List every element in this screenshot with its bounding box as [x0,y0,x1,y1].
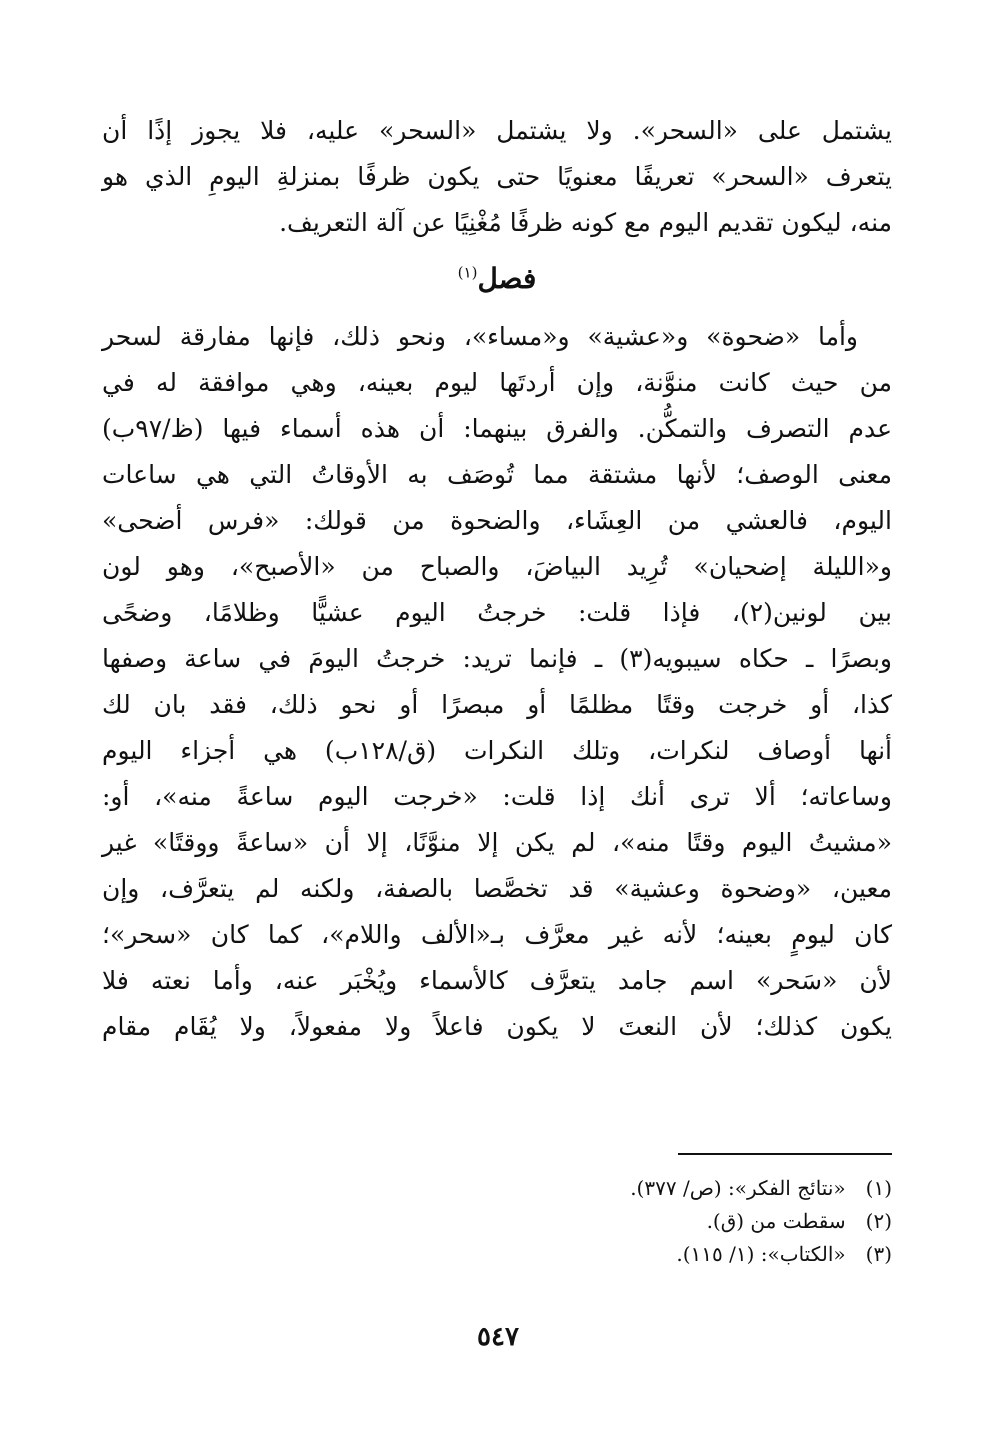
section-heading-text: فصل [477,262,537,295]
footnote-text: «الكتاب»: (١/ ١١٥). [676,1242,846,1266]
text-line: منه، ليكون تقديم اليوم مع كونه ظرفًا مُغْنِيًا عن آلة التعريف. [279,208,892,237]
text-line: كذا، أو خرجت وقتًا مظلمًا أو مبصرًا أو نحو ذلك، فقد بان لك [102,690,892,719]
text-line: كان ليومٍ بعينه؛ لأنه غير معرَّف بـ«الألف واللام»، كما كان «سحر»؛ [102,920,892,949]
text-line: معنى الوصف؛ لأنها مشتقة مما تُوصَف به الأوقاتُ التي هي ساعات [102,460,892,489]
text-line: من حيث كانت منوَّنة، وإن أردتَها ليوم بعينه، وهي موافقة له في [102,368,892,397]
text-line: لأن «سَحر» اسم جامد يتعرَّف كالأسماء ويُخْبَر عنه، وأما نعته فلا [102,966,892,995]
text-line: و«الليلة إضحيان» تُرِيد البياضَ، والصباح من «الأصبح»، وهو لون [102,552,892,581]
footnote-divider [678,1153,892,1155]
text-line: معين، «وضحوة وعشية» قد تخصَّصا بالصفة، ولكنه لم يتعرَّف، وإن [102,874,892,903]
text-line: وساعاته؛ ألا ترى أنك إذا قلت: «خرجت اليوم ساعةً منه»، أو: [102,782,892,811]
footnote-text: سقطت من (ق). [706,1209,846,1233]
page-number: ٥٤٧ [477,1322,519,1352]
text-line: يشتمل على «السحر». ولا يشتمل «السحر» عليه، فلا يجوز إذًا أن [102,116,892,145]
text-line: اليوم، فالعشي من العِشَاء، والضحوة من قولك: «فرس أضحى» [102,506,892,535]
footnote-item [392,1205,892,1238]
paragraph-2 [102,314,892,1050]
section-heading [102,254,892,310]
text-line: بين لونين(٢)، فإذا قلت: خرجتُ اليوم عشيًّا وظلامًا، وضحًى [102,598,892,627]
text-line: عدم التصرف والتمكُّن. والفرق بينهما: أن هذه أسماء فيها (ظ/٩٧ب) [102,414,892,443]
footnote-number: (٢) [865,1209,892,1233]
text-line: «مشيتُ اليوم وقتًا منه»، لم يكن إلا منوَّنًا، إلا أن «ساعةً ووقتًا» غير [102,828,892,857]
footnotes [392,1172,892,1271]
text-line: وبصرًا ـ حكاه سيبويه(٣) ـ فإنما تريد: خرجتُ اليومَ في ساعة وصفها [102,644,893,673]
footnote-item [392,1238,892,1271]
paragraph-1 [102,108,892,246]
text-line: يكون كذلك؛ لأن النعتَ لا يكون فاعلاً ولا مفعولاً، ولا يُقَام مقام [102,1012,892,1041]
footnote-number: (٣) [865,1242,892,1266]
footnote-ref: (١) [457,263,478,282]
footnote-number: (١) [865,1176,892,1200]
text-line: يتعرف «السحر» تعريفًا معنويًا حتى يكون ظرفًا بمنزلةِ اليومِ الذي هو [102,162,892,191]
text-line: وأما «ضحوة» و«عشية» و«مساء»، ونحو ذلك، فإنها مفارقة لسحر [102,322,858,351]
footnote-item [392,1172,892,1205]
footnote-text: «نتائج الفكر»: (ص/ ٣٧٧). [630,1176,846,1200]
main-text [102,108,892,1050]
text-line: أنها أوصاف لنكرات، وتلك النكرات (ق/١٢٨ب) هي أجزاء اليوم [102,736,893,765]
